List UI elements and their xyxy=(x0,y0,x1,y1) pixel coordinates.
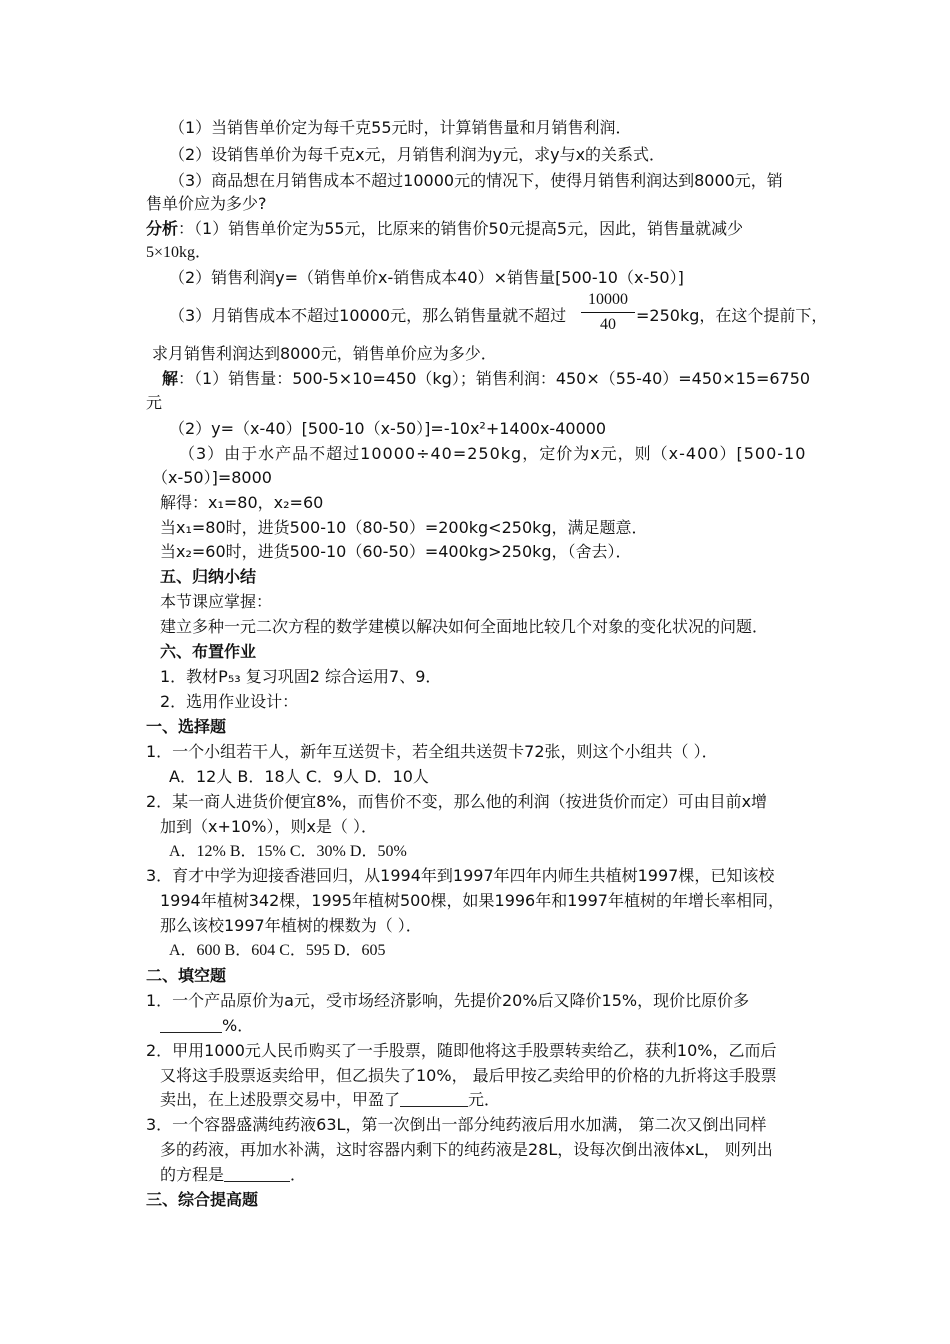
analysis-label: 分析 xyxy=(146,219,179,238)
fill-question-2-suffix: 元． xyxy=(468,1090,501,1109)
analysis-line-1 xyxy=(146,218,743,240)
fill-question-2-prefix: 卖出，在上述股票交易中，甲盈了 xyxy=(160,1090,401,1109)
solution-check-1: 当x₁=80时，进货500-10（80-50）=200kg<250kg，满足题意． xyxy=(160,518,648,537)
homework-item-1: 1．教材P₅₃ 复习巩固2 综合运用7、9． xyxy=(160,667,442,686)
fill-question-3-line-1: 3．一个容器盛满纯药液63L，第一次倒出一部分纯药液后用水加满， 第二次又倒出同样 xyxy=(146,1115,767,1134)
solution-line-1 xyxy=(162,368,810,390)
analysis-line-2: （2）销售利润y=（销售单价x-销售成本40）×销售量[500-10（x-50）] xyxy=(169,268,684,287)
analysis-line-1b: 5×10kg． xyxy=(146,244,212,261)
analysis-text-1: ：（1）销售单价定为55元，比原来的销售价50元提高5元，因此，销售量就减少 xyxy=(178,219,744,238)
choice-question-2-line-2: 加到（x+10%），则x是（ ）． xyxy=(160,817,377,836)
summary-heading: 五、归纳小结 xyxy=(160,567,257,586)
summary-content: 建立多种一元二次方程的数学建模以解决如何全面地比较几个对象的变化状况的问题． xyxy=(160,617,769,636)
fraction-denominator: 40 xyxy=(600,316,616,333)
solution-roots: 解得：x₁=80，x₂=60 xyxy=(160,493,324,512)
choice-question-3-line-1: 3．育才中学为迎接香港回归，从1994年到1997年四年内师生共植树1997棵，已知该校 xyxy=(146,866,775,885)
choice-question-2-line-1: 2．某一商人进货价便宜8%，而售价不变，那么他的利润（按进货价而定）可由目前x增 xyxy=(146,792,768,811)
fill-question-3-line-2: 多的药液，再加水补满，这时容器内剩下的纯药液是28L，设每次倒出液体xL， 则列出 xyxy=(160,1140,773,1159)
question-2: （2）设销售单价为每千克x元，月销售利润为y元，求y与x的关系式． xyxy=(169,145,666,164)
choice-question-1-options: A．12人 B．18人 C．9人 D．10人 xyxy=(169,767,429,786)
answer-blank xyxy=(400,1090,468,1107)
analysis-line-3-after: =250kg，在这个提前下， xyxy=(636,306,828,325)
answer-blank xyxy=(224,1165,290,1182)
summary-intro: 本节课应掌握： xyxy=(160,592,273,611)
solution-check-2: 当x₂=60时，进货500-10（60-50）=400kg>250kg，（舍去）． xyxy=(160,542,632,561)
choice-question-3-options: A．600 B．604 C．595 D．605 xyxy=(169,942,386,959)
solution-line-2: （2）y=（x-40）[500-10（x-50）]=-10x²+1400x-40000 xyxy=(169,419,607,438)
solution-line-1b: 元 xyxy=(146,393,163,412)
fill-question-2-line-1: 2．甲用1000元人民币购买了一手股票，随即他将这手股票转卖给乙，获利10%，乙而后 xyxy=(146,1041,777,1060)
choice-question-2-options: A．12% B．15% C．30% D．50% xyxy=(169,843,407,860)
choice-question-1: 1．一个小组若干人，新年互送贺卡，若全组共送贺卡72张，则这个小组共（ ）． xyxy=(146,742,718,761)
fill-heading: 二、填空题 xyxy=(146,966,227,985)
fill-question-1-line-1: 1．一个产品原价为a元，受市场经济影响，先提价20%后又降价15%，现价比原价多 xyxy=(146,991,750,1010)
fraction-numerator: 10000 xyxy=(581,291,635,313)
comprehensive-heading: 三、综合提高题 xyxy=(146,1190,259,1209)
question-3-line-2: 售单价应为多少? xyxy=(146,194,267,213)
question-1: （1）当销售单价定为每千克55元时，计算销售量和月销售利润． xyxy=(169,118,632,137)
question-3-line-1: （3）商品想在月销售成本不超过10000元的情况下，使得月销售利润达到8000元，销 xyxy=(169,171,783,190)
fill-question-3-prefix: 的方程是 xyxy=(160,1165,225,1184)
solution-line-3a: （3）由于水产品不超过10000÷40=250kg，定价为x元，则（x-400）[500-10 xyxy=(179,444,807,463)
choice-question-3-line-3: 那么该校1997年植树的棵数为（ ）． xyxy=(160,916,422,935)
fill-question-2-line-3 xyxy=(160,1089,500,1111)
fill-question-3-suffix: ． xyxy=(290,1165,307,1184)
fraction-10000-over-40 xyxy=(581,291,635,334)
solution-text-1: ：（1）销售量：500-5×10=450（kg）；销售利润：450×（55-40）=450×15=6750 xyxy=(178,369,811,388)
choice-question-3-line-2: 1994年植树342棵，1995年植树500棵，如果1996年和1997年植树的年增长率相同， xyxy=(160,891,784,910)
fill-question-1-line-2 xyxy=(160,1015,253,1037)
homework-item-2: 2．选用作业设计： xyxy=(160,692,299,711)
solution-label: 解 xyxy=(162,369,179,388)
solution-line-3b: （x-50）]=8000 xyxy=(152,468,272,487)
fill-question-1-suffix: %． xyxy=(222,1016,254,1035)
fill-question-3-line-3 xyxy=(160,1164,306,1186)
analysis-line-3-before: （3）月销售成本不超过10000元，那么销售量就不超过 xyxy=(169,306,567,325)
choice-heading: 一、选择题 xyxy=(146,717,227,736)
answer-blank xyxy=(160,1016,222,1033)
fill-question-2-line-2: 又将这手股票返卖给甲，但乙损失了10%， 最后甲按乙卖给甲的价格的九折将这手股票 xyxy=(160,1066,777,1085)
analysis-line-3b: 求月销售利润达到8000元，销售单价应为多少． xyxy=(152,344,497,363)
homework-heading: 六、布置作业 xyxy=(160,642,257,661)
